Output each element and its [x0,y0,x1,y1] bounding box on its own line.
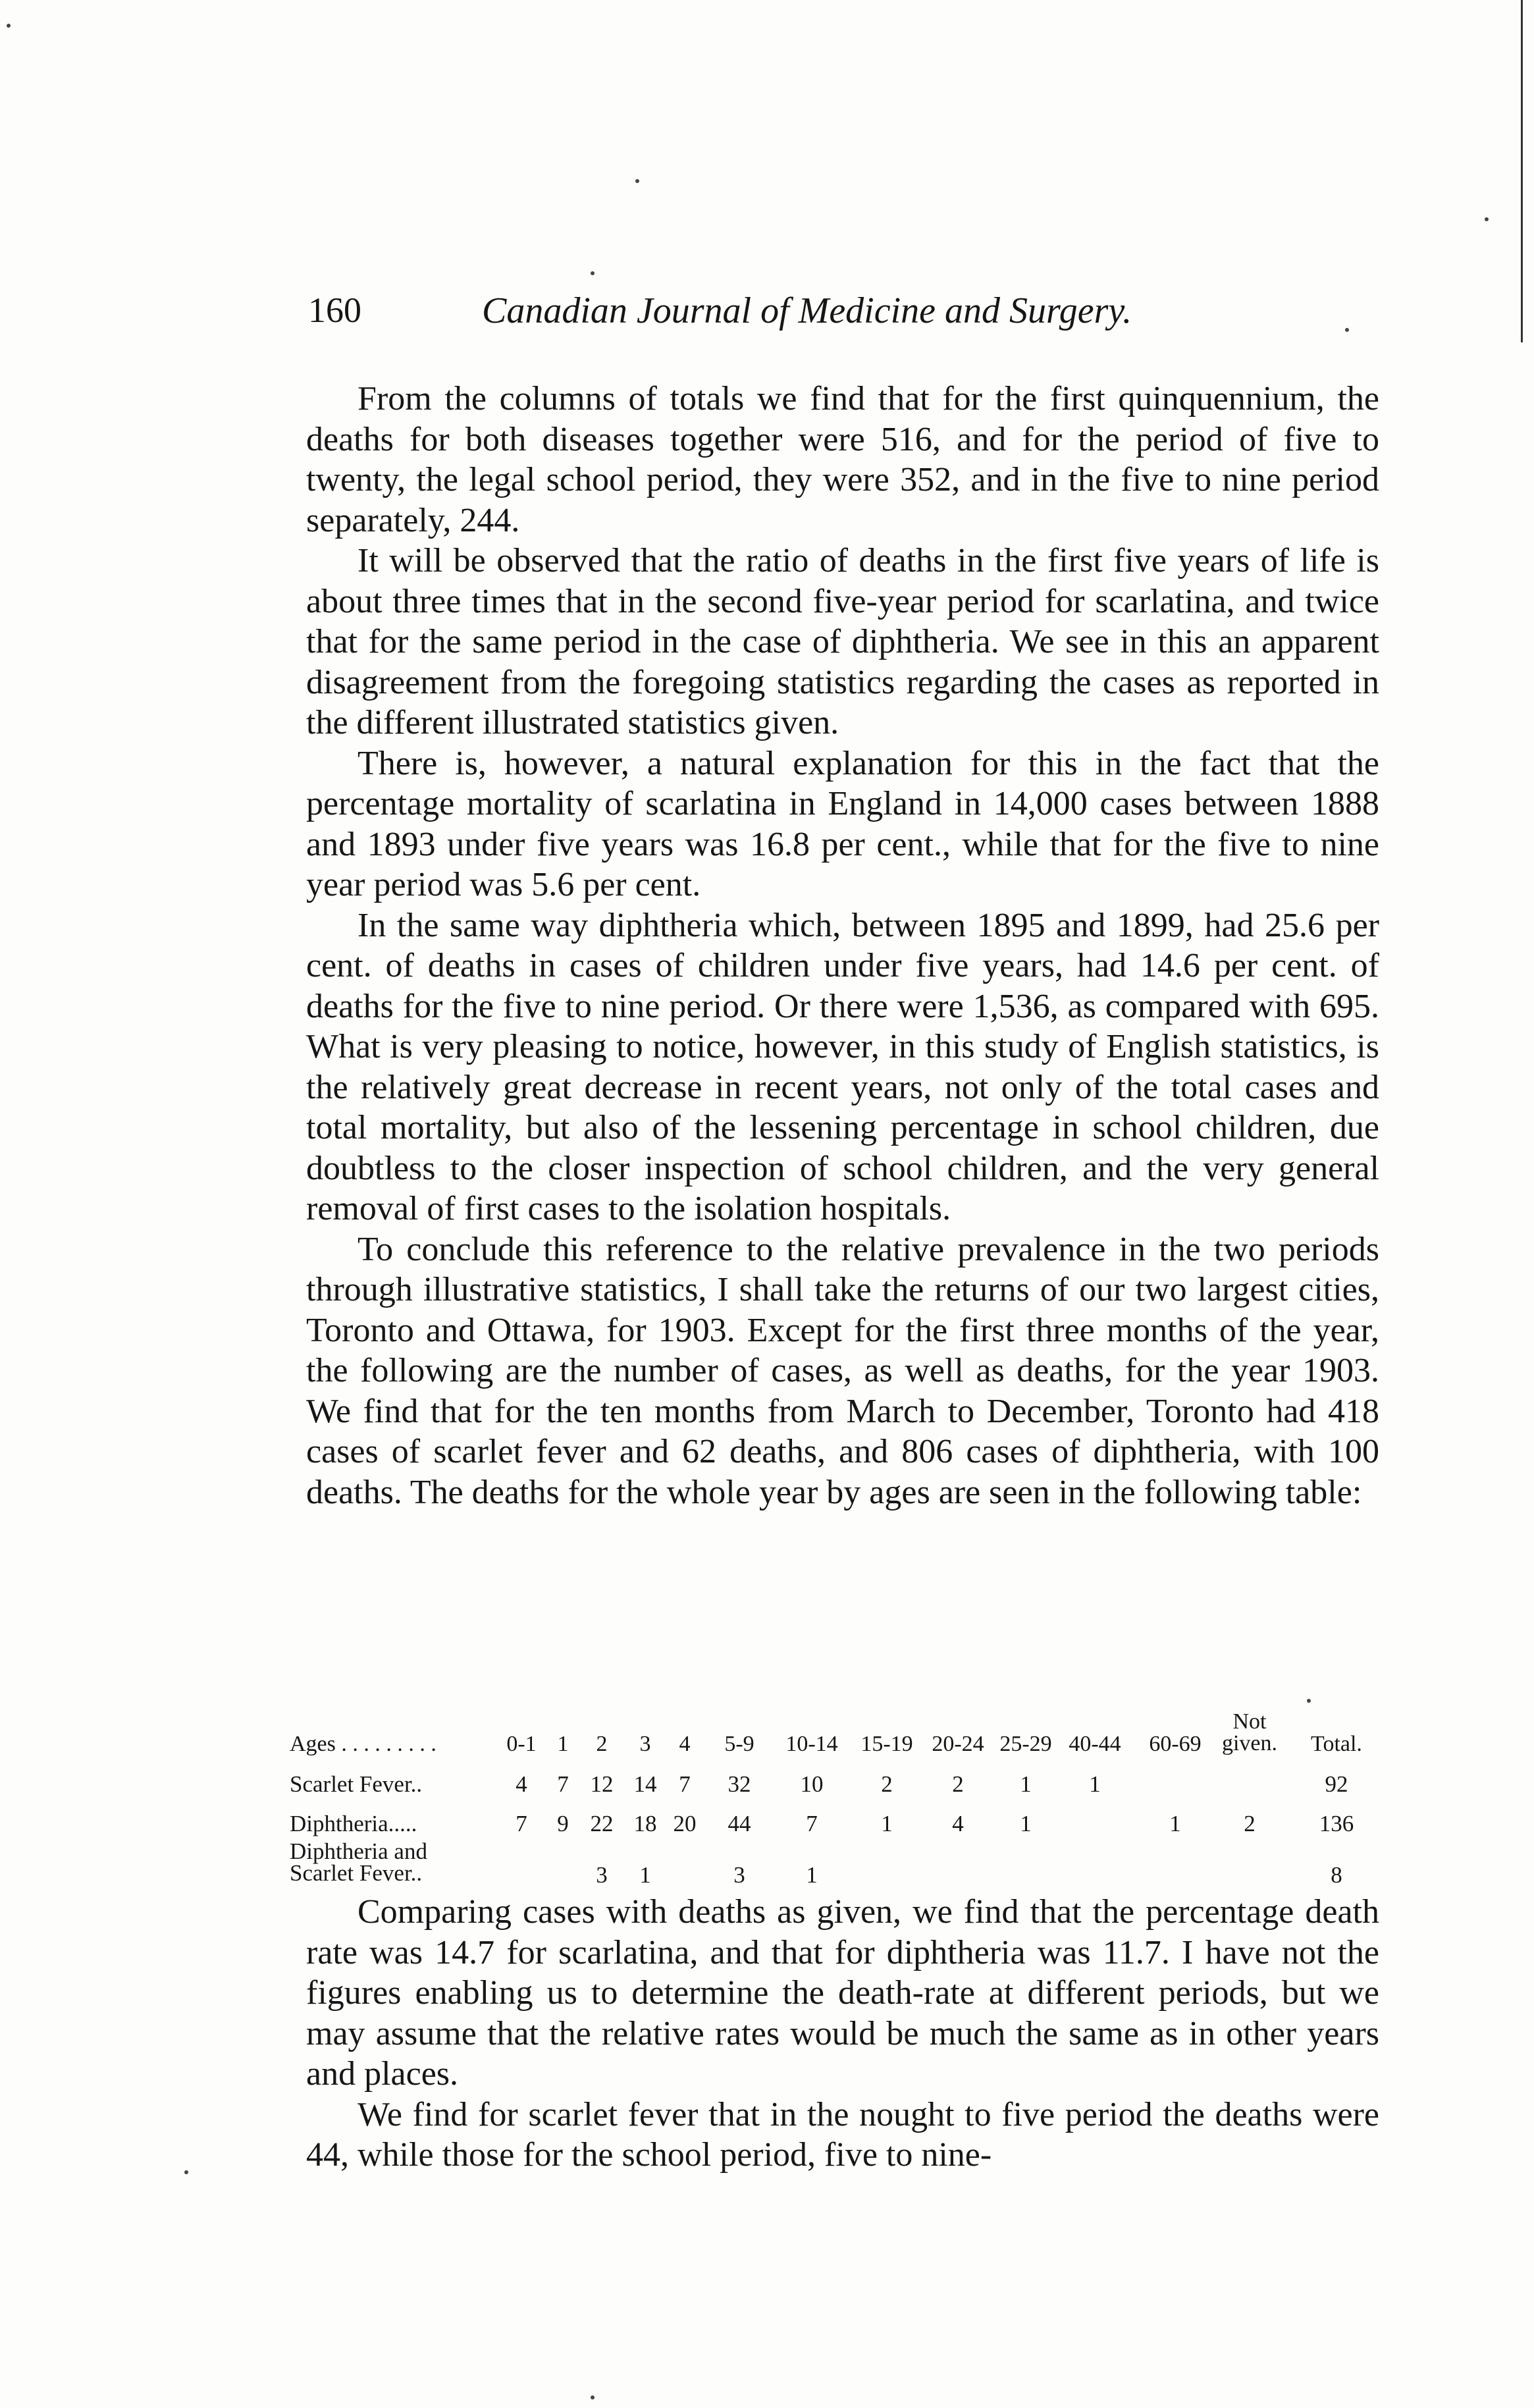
table-cell: 44 [727,1811,751,1836]
journal-title: Canadian Journal of Medicine and Surgery. [482,290,1132,331]
table-cell: 1 [1020,1771,1032,1797]
table-cell: 4 [952,1811,964,1836]
table-cell: 8 [1331,1862,1342,1888]
table-cell: 2 [952,1771,964,1797]
paragraph: To conclude this reference to the relative prevalence in the two periods through illustrative statistics, I shall take the returns of our two largest cities, Toronto and Ottawa, for 1903. Except for the first three months of the year, the following are the number of cases, as well as deaths, for the year 1903. We find that for the ten months from March to December, Toronto had 418 cases of scarlet fever and 62 deaths, and 806 cases of diphtheria, with 100 deaths. The deaths for the whole year by ages are seen in the following table: [306,1230,1379,1511]
table-cell: 3 [596,1862,608,1888]
table-cell: 20 [673,1811,697,1836]
table-cell: 7 [557,1771,569,1797]
column-header: 2 [596,1732,608,1756]
scan-speck [635,179,639,183]
body-text-top [306,379,1379,1512]
paragraph: Comparing cases with deaths as given, we find that the percentage death rate was 14.7 for scarlatina, and that for diphtheria was 11.7. I have not the figures enabling us to determine the death-rate at different periods, but we may assume that the relative rates would be much the same as in other years and places. [306,1893,1379,2093]
column-header: 25-29 [999,1732,1052,1756]
column-header: 10-14 [785,1732,838,1756]
table-cell: 7 [806,1811,818,1836]
column-header: 15-19 [860,1732,913,1756]
table-cell: 7 [516,1811,527,1836]
column-header: 0-1 [506,1732,537,1756]
paragraph: In the same way diphtheria which, between 1895 and 1899, had 25.6 per cent. of deaths in cases of children under five years, had 14.6 per cent. of deaths for the five to nine period. Or there were 1,536, as compared with 695. What is very pleasing to notice, however, in this study of English statistics, is the relatively great decrease in recent years, not only of the total cases and total mortality, but also of the lessening percentage in school children, due doubtless to the closer inspection of school children, and the very general removal of first cases to the isolation hospitals. [306,906,1379,1227]
table-cell: 2 [1244,1811,1256,1836]
column-header: 4 [679,1732,691,1756]
table-cell: 12 [590,1771,614,1797]
table-cell: 3 [733,1862,745,1888]
table-cell: 22 [590,1811,614,1836]
scan-speck [591,2395,595,2399]
scan-speck [1485,217,1489,221]
row-label: Scarlet Fever.. [290,1771,423,1797]
table-cell: 1 [1089,1771,1101,1797]
table-cell: 1 [639,1862,651,1888]
page-number: 160 [308,290,361,330]
table-cell: 10 [800,1771,824,1797]
paragraph: There is, however, a natural explanation for this in the fact that the percentage mortality of scarlatina in England in 14,000 cases between 1888 and 1893 under five years was 16.8 per cent., while that for the five to nine year period was 5.6 per cent. [306,744,1379,903]
scan-speck [7,24,11,28]
page-edge-rule [1521,0,1523,342]
column-header: 3 [639,1732,651,1756]
deaths-by-age-table [290,1699,1369,1890]
page-header [308,290,1375,342]
row-label: Diphtheria and Scarlet Fever.. [290,1838,427,1886]
column-header: 60-69 [1149,1732,1202,1756]
column-header: 20-24 [932,1732,984,1756]
column-header: Total. [1311,1732,1362,1756]
table-cell: 32 [727,1771,751,1797]
table-cell: 18 [633,1811,657,1836]
table-cell: 9 [557,1811,569,1836]
paragraph: We find for scarlet fever that in the nought to five period the deaths were 44, while those for the school period, five to nine- [306,2095,1379,2174]
paragraph: From the columns of totals we find that for the first quinquennium, the deaths for both diseases together were 516, and for the period of five to twenty, the legal school period, they were 352, and in the five to nine period separately, 244. [306,380,1379,539]
scan-speck [591,271,595,275]
scan-speck [184,2170,188,2174]
body-text-bottom [306,1892,1379,2176]
column-header: 40-44 [1069,1732,1121,1756]
table-cell: 14 [633,1771,657,1797]
table-cell: 7 [679,1771,691,1797]
column-header-not-given: Not given. [1221,1709,1278,1755]
table-cell: 1 [806,1862,818,1888]
row-label: Diphtheria..... [290,1811,417,1836]
table-cell: 4 [516,1771,527,1797]
table-cell: 2 [881,1771,893,1797]
paragraph: It will be observed that the ratio of deaths in the first five years of life is about three times that in the second five-year period for scarlatina, and twice that for the same period in the case of diphtheria. We see in this an apparent disagreement from the foregoing statistics regarding the cases as reported in the different illustrated statistics given. [306,542,1379,741]
table-row-header-ages: Ages . . . . . . . . . [290,1732,436,1756]
table-cell: 1 [1169,1811,1181,1836]
table-cell: 1 [1020,1811,1032,1836]
column-header: 5-9 [724,1732,754,1756]
table-cell: 92 [1325,1771,1348,1797]
table-cell: 1 [881,1811,893,1836]
table-cell: 136 [1319,1811,1354,1836]
column-header: 1 [557,1732,569,1756]
